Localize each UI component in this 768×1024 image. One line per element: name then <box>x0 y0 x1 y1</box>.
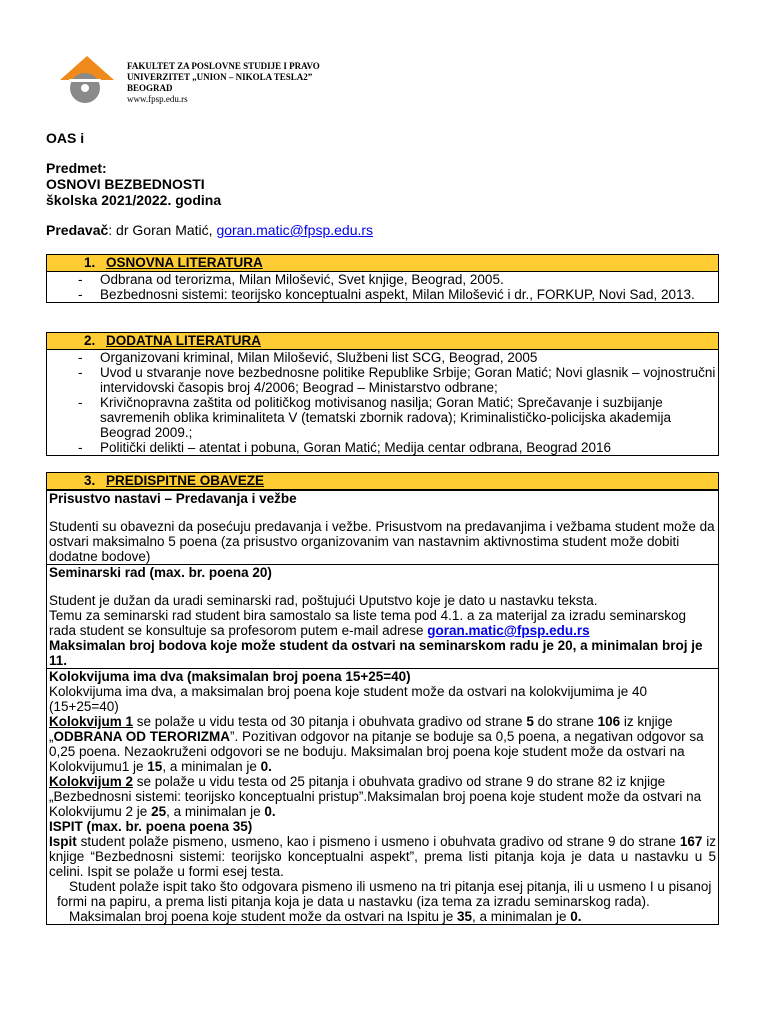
org-line-1: FAKULTET ZA POSLOVNE STUDIJE I PRAVO <box>127 61 320 71</box>
seminar-max-points: Maksimalan broj bodova koje može student da ostvari na seminarskom radu je 20, a minimalan broj je 11. <box>49 638 703 668</box>
list-item: - Organizovani kriminal, Milan Milošević, Službeni list SCG, Beograd, 2005 <box>47 350 718 365</box>
section-header: 2. DODATNA LITERATURA <box>47 333 718 350</box>
lecturer-label: Predavač <box>46 222 109 238</box>
list-item: - Bezbednosni sistemi: teorijsko konceptualni aspekt, Milan Milošević i dr., FORKUP, Novi Sad, 2013. <box>47 287 718 302</box>
exam-max-points: Maksimalan broj poena koje student može da ostvari na Ispitu je 35, a minimalan je 0. <box>69 909 582 924</box>
lecturer-name: : dr Goran Matić, <box>108 222 217 238</box>
org-line-3: BEOGRAD <box>127 83 173 93</box>
lecturer-email-link[interactable]: goran.matic@fpsp.edu.rs <box>216 222 374 238</box>
list-item: - Politički delikti – atentat i pobuna, Goran Matić; Medija centar odbrana, Beograd 2016 <box>47 440 718 455</box>
section-additional-literature <box>46 332 719 456</box>
section-header: 1. OSNOVNA LITERATURA <box>47 255 718 272</box>
list-item: - Krivičnopravna zaštita od političkog motivisanog nasilja; Goran Matić; Sprečavanje i suzbijanje savremenih oblika kriminaliteta V (tematski zbornik radova); Kriminalističko-policijska akademija Beograd 2009.; <box>47 395 718 440</box>
section-pre-exam-obligations <box>46 472 719 925</box>
colloquium-1-text: Kolokvijum 1 se polaže u vidu testa od 30 pitanja i obuhvata gradivo od strane 5 do strane 106 iz knjige „ODBRANA OD TERORIZMA”. Pozitivan odgovor na pitanje se boduje sa 0,5 poena, a negativan odgovor sa 0,25 poena. Nezaokruženi odgovori se ne boduju. Maksimalan broj poena koje student može da ostvari na Kolokvijumu1 je 15, a minimalan je 0. <box>49 714 704 774</box>
attendance-cell <box>47 490 718 564</box>
organization-header <box>127 61 320 105</box>
section-header: 3. PREDISPITNE OBAVEZE <box>47 473 718 490</box>
lecturer-line <box>46 222 373 238</box>
exam-text-2: Student polaže ispit tako što odgovara pismeno ili usmeno na tri pitanja esej pitanja, ili u usmeno I u pisanoj formi na papiru, a prema listi pitanja koja je data u nastavku (iza tema za izradu seminarskog rada). <box>57 879 712 909</box>
org-line-2: UNIVERZITET „UNION – NIKOLA TESLA2” <box>127 72 313 82</box>
seminar-text-2: Temu za seminarski rad student bira samostalo sa liste tema pod 4.1. a za materijal za izradu seminarskog rada student se konsultuje sa profesorom putem e-mail adrese goran.matic@fpsp.edu.rs <box>49 608 687 638</box>
colloquium-2-text: Kolokvijum 2 se polaže u vidu testa od 25 pitanja i obuhvata gradivo od strane 9 do strane 82 iz knjige „Bezbednosni sistemi: teorijsko konceptualni pristup”.Maksimalan broj poena koje student može da ostvari na Kolokvijumu 2 je 25, a minimalan je 0. <box>49 774 702 819</box>
list-item: - Uvod u stvaranje nove bezbednosne politike Republike Srbije; Goran Matić; Novi glasnik – vojnostručni intervidovski časopis broj 4/2006; Beograd – Ministarstvo odbrane; <box>47 365 718 395</box>
literature-list <box>47 350 718 455</box>
attendance-title: Prisustvo nastavi – Predavanja i vežbe <box>49 491 297 506</box>
oas-label: OAS i <box>46 130 85 146</box>
seminar-title: Seminarski rad (max. br. poena 20) <box>49 565 272 580</box>
exam-title: ISPIT (max. br. poena poena 35) <box>49 819 253 834</box>
course-info <box>46 160 221 208</box>
seminar-email-link[interactable]: goran.matic@fpsp.edu.rs <box>427 623 590 638</box>
school-year: školska 2021/2022. godina <box>46 192 222 208</box>
seminar-text-1: Student je dužan da uradi seminarski rad, poštujući Uputstvo koje je dato u nastavku teksta. <box>49 593 598 608</box>
section-basic-literature <box>46 254 719 303</box>
colloquium-cell <box>47 668 718 924</box>
literature-list <box>47 272 718 302</box>
colloquium-title: Kolokvijuma ima dva (maksimalan broj poena 15+25=40) <box>49 669 411 684</box>
subject-label: Predmet: <box>46 160 107 176</box>
colloquium-intro: Kolokvijuma ima dva, a maksimalan broj poena koje student može da ostvari na kolokvijumima je 40 (15+25=40) <box>49 684 648 714</box>
seminar-cell <box>47 564 718 668</box>
faculty-logo <box>58 54 116 108</box>
website-link[interactable]: www.fpsp.edu.rs <box>127 94 188 104</box>
subject-title: OSNOVI BEZBEDNOSTI <box>46 176 205 192</box>
list-item: - Odbrana od terorizma, Milan Milošević, Svet knjige, Beograd, 2005. <box>47 272 718 287</box>
exam-text: Ispit student polaže pismeno, usmeno, kao i pismeno i usmeno i obuhvata gradivo od strane 9 do strane 167 iz knjige “Bezbednosni sistemi: teorijsko konceptualni aspekt”, prema listi pitanja koja je data u nastavku u 5 celini. Ispit se polaže u formi esej testa. <box>49 834 716 879</box>
attendance-text: Studenti su obavezni da posećuju predavanja i vežbe. Prisustvom na predavanjima i vežbama student može da ostvari maksimalno 5 poena (za prisustvo organizovanim van nastavnim aktivnostima student može dobiti dodatne bodove) <box>49 519 715 564</box>
